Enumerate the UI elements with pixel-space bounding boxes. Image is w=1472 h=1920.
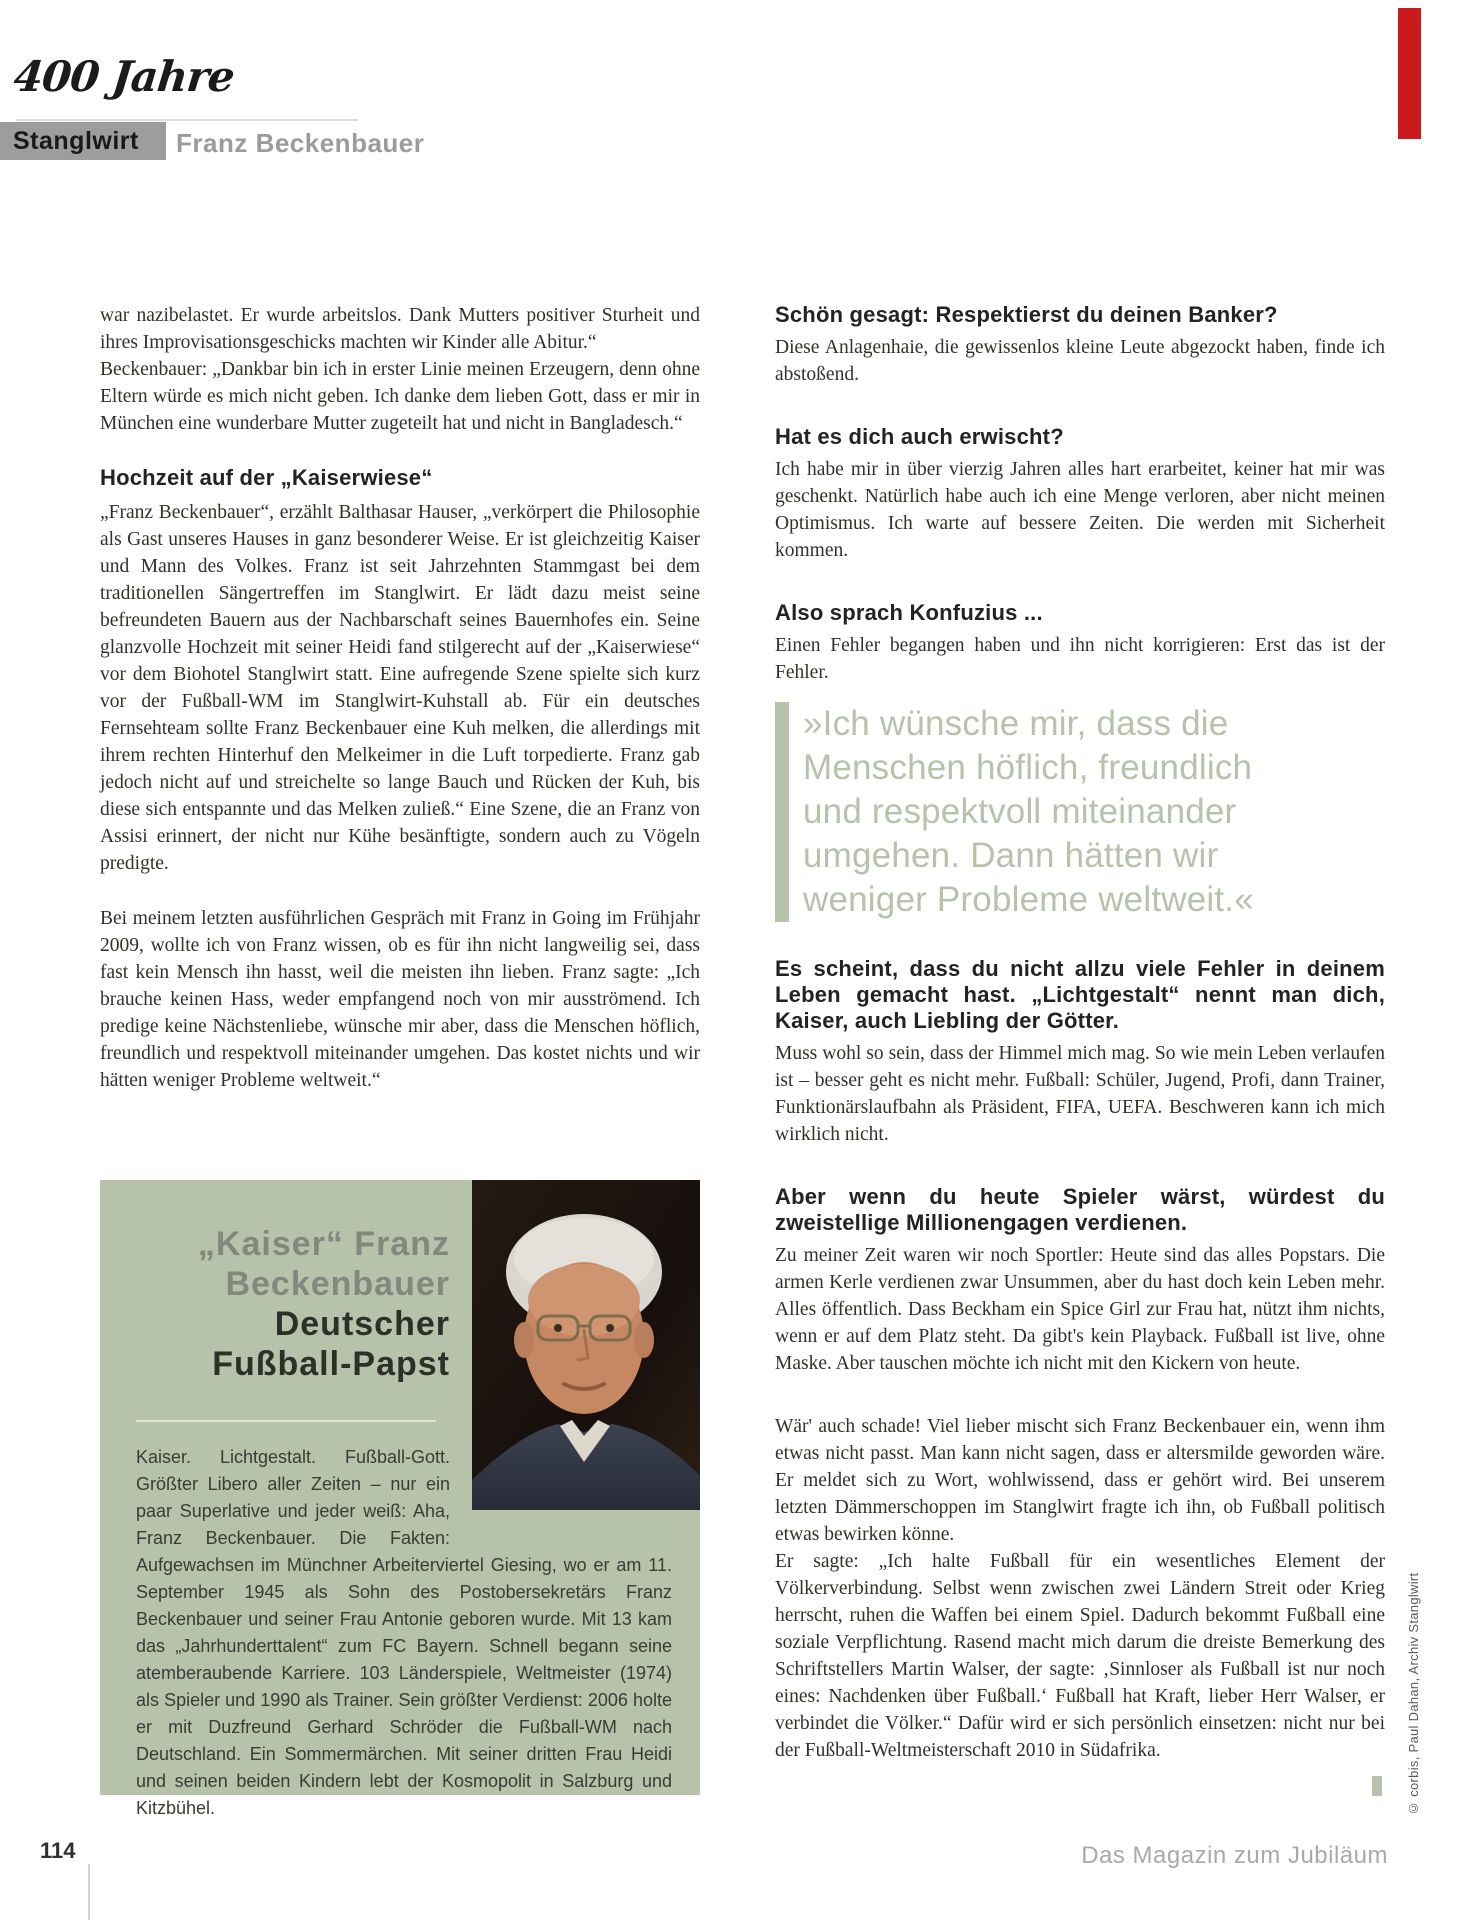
intro-paragraph-2: Beckenbauer: „Dankbar bin ich in erster Linie meinen Erzeugern, denn ohne Eltern würde es mich nicht geben. Ich danke dem lieben Gott, dass er mir in München eine wunderbare Mutter zugeteilt hat und nicht in Bangladesch.“ <box>100 359 700 434</box>
qa-answer-lichtgestalt: Muss wohl so sein, dass der Himmel mich mag. So wie mein Leben verlaufen ist – besser geht es nicht mehr. Fußball: Schüler, Jugend, Profi, dann Trainer, Funktionärslaufbahn als Präsident, FIFA, UEFA. Beschweren kann ich mich wirklich nicht. <box>775 1043 1385 1145</box>
qa-question-konfuzius: Also sprach Konfuzius ... <box>775 600 1043 625</box>
qa-question-banker: Schön gesagt: Respektierst du deinen Banker? <box>775 302 1278 327</box>
qa-question-millionengagen: Aber wenn du heute Spieler wärst, würdest du zweistellige Millionengagen verdienen. <box>775 1184 1385 1235</box>
magazine-name: Das Magazin zum Jubiläum <box>1081 1842 1388 1869</box>
intro-paragraph-1: war nazibelastet. Er wurde arbeitslos. Dank Mutters positiver Sturheit und ihres Improvisationsgeschicks machten wir Kinder alle Abitur.“ <box>100 305 700 353</box>
qa-answer-millionengagen: Zu meiner Zeit waren wir noch Sportler: Heute sind das alles Popstars. Die armen Kerle verdienen zwar Unsummen, aber du hast doch kein Leben mehr. Alles öffentlich. Dass Beckham ein Spice Girl zur Frau hat, nützt ihm nichts, wenn er auf dem Platz steht. Da gibt's kein Playback. Fußball ist live, ohne Maske. Aber tauschen möchte ich nicht mit den Kickern von heute. <box>775 1245 1385 1374</box>
closing-paragraph-1: Wär' auch schade! Viel lieber mischt sich Franz Beckenbauer ein, wenn ihm etwas nicht passt. Man kann nicht sagen, dass er altersmilde geworden wäre. Er meldet sich zu Wort, wohlwissend, dass er gehört wird. Bei unserem letzten Dämmerschoppen im Stanglwirt fragte ich ihn, ob Fußball politisch etwas bewirken könne. <box>775 1416 1385 1545</box>
info-box-title-line-2: Beckenbauer <box>225 1265 450 1303</box>
end-of-article-marker <box>1372 1776 1382 1796</box>
qa-answer-banker: Diese Anlagenhaie, die gewissenlos kleine Leute abgezockt haben, finde ich abstoßend. <box>775 337 1385 385</box>
pull-quote-bar <box>775 702 789 922</box>
info-box-title-line-4: Fußball-Papst <box>212 1345 450 1383</box>
section-paragraph-hochzeit: „Franz Beckenbauer“, erzählt Balthasar Hauser, „verkörpert die Philosophie als Gast unseres Hauses in ganz besonderer Weise. Er ist gleichzeitig Kaiser und Mann des Volkes. Franz ist seit Jahrzehnten Stammgast bei dem traditionellen Sängertreffen im Stanglwirt. Er lädt dazu meist seine befreundeten Bauern aus der Nachbarschaft seines Bauernhofes ein. Seine glanzvolle Hochzeit mit seiner Heidi fand stilgerecht auf der „Kaiserwiese“ vor dem Biohotel Stanglwirt statt. Eine aufregende Szene spielte sich kurz vor der Fußball-WM im Stanglwirt-Kuhstall ab. Für ein deutsches Fernsehteam sollte Franz Beckenbauer eine Kuh melken, die allerdings mit ihrem rechten Hinterhuf den Melkeimer in die Luft torpedierte. Franz gab jedoch nicht auf und streichelte so lange Bauch und Rücken der Kuh, bis diese sich entspannte und das Melken zuließ.“ Eine Szene, die an Franz von Assisi erinnert, der nicht nur Kühe besänftigte, sondern auch zu Vögeln predigte. <box>100 502 700 874</box>
info-box-rule <box>136 1420 436 1422</box>
pull-quote-text: »Ich wünsche mir, dass die Menschen höflich, freundlich und respektvoll miteinander umgehen. Dann hätten wir weniger Probleme weltweit.« <box>803 704 1254 919</box>
pull-quote <box>775 702 1385 922</box>
right-column <box>775 302 1385 1764</box>
page-number: 114 <box>40 1838 76 1863</box>
footer-divider <box>88 1864 90 1920</box>
red-accent-bar <box>1398 8 1421 139</box>
closing-paragraph-2: Er sagte: „Ich halte Fußball für ein wesentliches Element der Völkerverbindung. Selbst wenn zwischen zwei Ländern Streit oder Krieg herrscht, ruhen die Waffen bei einem Spiel. Dadurch bekommt Fußball eine soziale Verpflichtung. Rasend macht mich darum die dreiste Bemerkung des Schriftstellers Martin Walser, der sagte: ‚Sinnloser als Fußball ist nur noch eines: Nachdenken über Fußball.‘ Fußball hat Kraft, lieber Herr Walser, er verbindet die Völker.“ Dafür wird er sich persönlich einsetzen: nicht nur bei der Fußball-Weltmeisterschaft 2010 in Südafrika. <box>775 1551 1385 1761</box>
photo-credits: © corbis, Paul Dahan, Archiv Stanglwirt <box>1406 1572 1421 1816</box>
magazine-logo-label: Stanglwirt <box>13 126 139 155</box>
info-box <box>100 1180 700 1818</box>
info-box-body: Kaiser. Lichtgestalt. Fußball-Gott. Größter Libero aller Zeiten – nur ein paar Superlative und jeder weiß: Aha, Franz Beckenbauer. Die Fakten: Aufgewachsen im Münchner Arbeiterviertel Giesing, wo er am 11. September 1945 als Sohn des Postobersekretärs Franz Beckenbauer und seiner Frau Antonie geboren wurde. Mit 13 kam das „Jahrhunderttalent“ zum FC Bayern. Schnell begann seine atemberaubende Karriere. 103 Länderspiele, Weltmeister (1974) als Spieler und 1990 als Trainer. Sein größter Verdienst: 2006 holte er mit Duzfreund Gerhard Schröder die Fußball-WM nach Deutschland. Ein Sommermärchen. Mit seiner dritten Frau Heidi und seinen beiden Kindern lebt der Kosmopolit in Salzburg und Kitzbühel. <box>136 1447 672 1818</box>
article-title: Franz Beckenbauer <box>176 128 425 158</box>
magazine-logo-box <box>0 122 166 160</box>
header-rule <box>16 119 358 121</box>
beckenbauer-photo <box>472 1180 700 1510</box>
info-box-title-line-1: „Kaiser“ Franz <box>197 1225 450 1263</box>
qa-question-lichtgestalt: Es scheint, dass du nicht allzu viele Fehler in deinem Leben gemacht hast. „Lichtgestalt“ nennt man dich, Kaiser, auch Liebling der Götter. <box>775 956 1385 1033</box>
info-box-title-line-3: Deutscher <box>274 1305 450 1343</box>
interview-paragraph: Bei meinem letzten ausführlichen Gespräch mit Franz in Going im Frühjahr 2009, wollte ich von Franz wissen, ob es für ihn nicht langweilig sei, dass fast kein Mensch ihn hasst, weil die meisten ihn lieben. Franz sagte: „Ich brauche keinen Hass, weder empfangend noch von mir ausströmend. Ich predige keine Nächstenliebe, wünsche mir aber, dass die Menschen höflich, freundlich und respektvoll miteinander umgehen. Das kostet nichts und wir hätten weniger Probleme weltweit.“ <box>100 908 700 1091</box>
magazine-logo-script: 400 Jahre <box>11 52 237 101</box>
qa-answer-konfuzius: Einen Fehler begangen haben und ihn nicht korrigieren: Erst das ist der Fehler. <box>775 635 1385 683</box>
qa-question-erwischt: Hat es dich auch erwischt? <box>775 424 1064 449</box>
section-heading-hochzeit: Hochzeit auf der „Kaiserwiese“ <box>100 465 433 490</box>
left-column <box>100 302 700 1094</box>
qa-answer-erwischt: Ich habe mir in über vierzig Jahren alles hart erarbeitet, keiner hat mir was geschenkt. Natürlich habe auch ich eine Menge verloren, aber nicht meinen Optimismus. Ich warte auf bessere Zeiten. Die werden mit Sicherheit kommen. <box>775 459 1385 561</box>
